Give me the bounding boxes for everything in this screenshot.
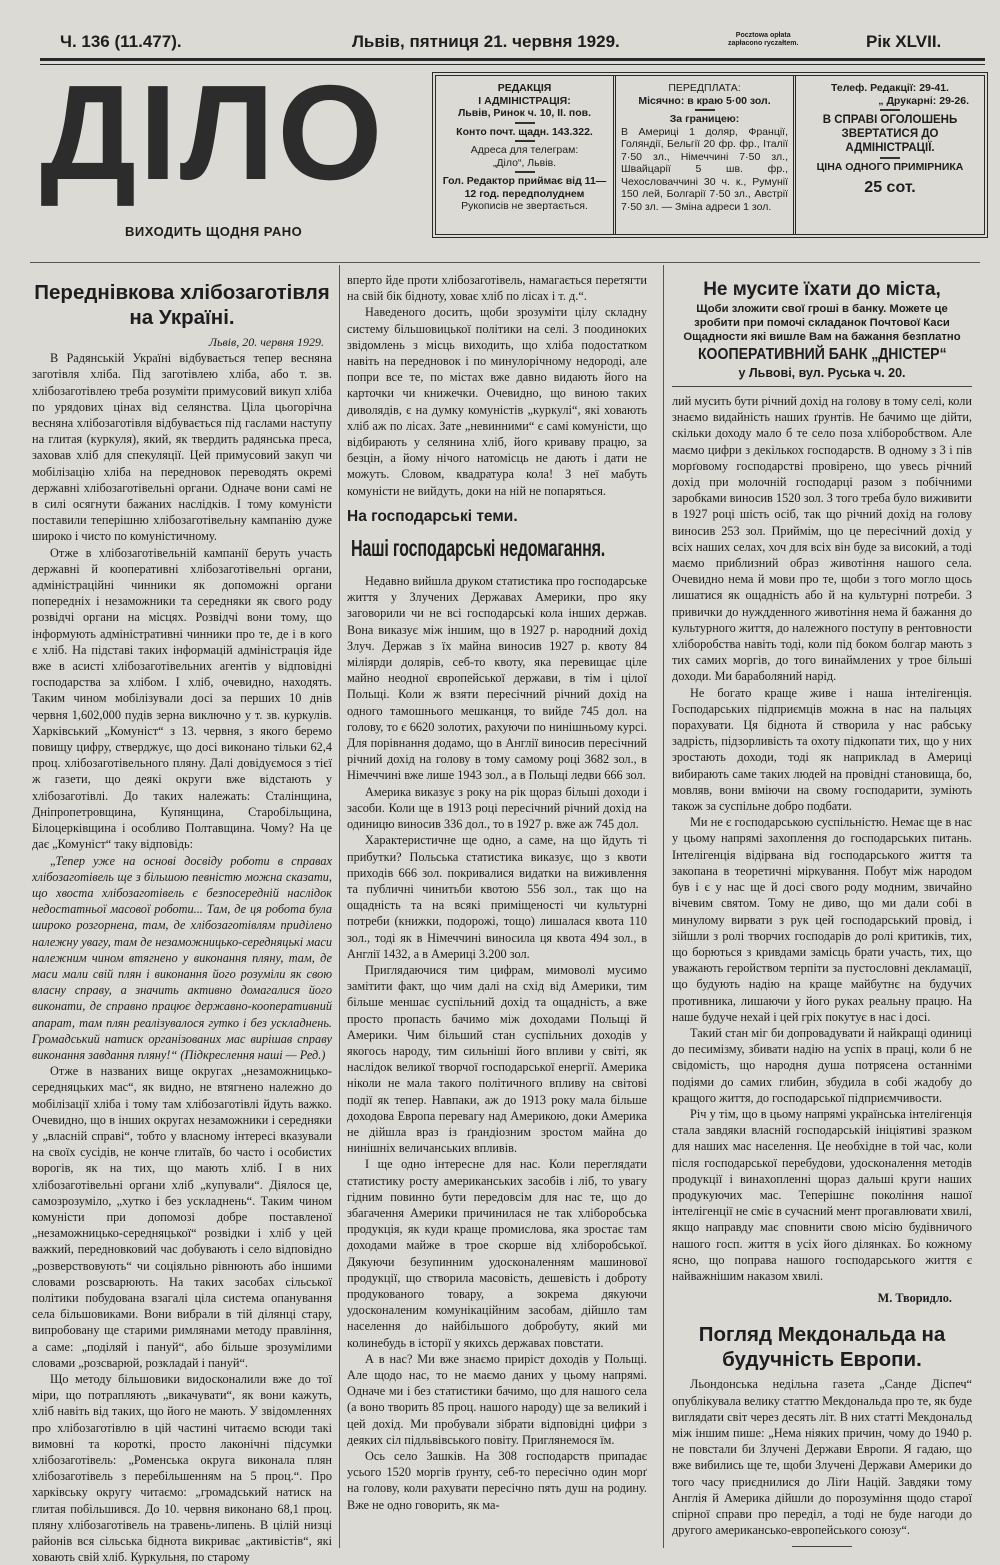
column-rule <box>339 265 340 1548</box>
column-2 <box>347 272 647 1548</box>
masthead-rule <box>30 262 980 263</box>
separator <box>515 171 535 173</box>
year: Рік XLVII. <box>866 32 942 51</box>
separator <box>695 109 715 111</box>
ads-note: В СПРАВІ ОГОЛОШЕНЬ ЗВЕРТАТИСЯ ДО АДМІНІСТРАЦІЇ. <box>822 114 958 154</box>
paragraph: Недавно вийшла друком статистика про господарське життя у Злучених Державах Америки, про яку заговорили чи не всі господарські кола інших держав. Вона виказує між іншим, що в 1927 р. народний дохід Злуч. Держав з їх майна виносив 1927 р. квоту 84 міліярди долярів, себ-то квоту, яка перевищає ціле майно неодної європейської держави, в тім і цілої Польщі. Коли ж взяти пересічний річний дохід на одного тамошнього мешканця, то вийде 745 дол. на голову, то є 6620 золотих, рахуючи по нинішньому курсі. Для порівнання додамо, що в Англії виносив пересічний річний дохід на голову в тому самому році 3682 зол., в Німеччині вже лише 1943 зол., а в Польщі ледви 666 зол. <box>347 574 647 783</box>
paragraph: Наведеного досить, щоби зрозуміти цілу складну систему більшовицької політики на селі. З поодиноких звідомлень з місць виходить, що хліба подостатком навіть на передновок і по минулорічному недороді, але попри все те, по містах вже давно видають його на карточки чи книжечки. Очевидно, що виною таких диволядів, є на думку комуністів „куркулі“, які ховають хліб аж по лісах. Зате „невинними“ є самі комуністи, що відбирають у селянина хліб, його криваву працю, за безцін, а йому нічого натомісць не дають і дати не можуть. Словом, квадратура кола! З неї мабуть комуністи не вийдуть, доки на ній не попаряться. <box>347 305 647 498</box>
masthead-subtitle: ВИХОДИТЬ ЩОДНЯ РАНО <box>125 224 303 239</box>
editor-hours: Гол. Редактор приймає від 11—12 год. передполуднем <box>442 175 607 200</box>
postal-note <box>728 32 798 48</box>
editorial-address: Львів, Ринок ч. 10, II. пов. <box>457 107 592 119</box>
paragraph: Приглядаючися тим цифрам, мимоволі мусимо замітити факт, що чим далі на схід від Америки, тим більше меншає суспільний дохід та ощадність, а вже просто пропасть бачимо між доходами Польщі й Америки. Чим більший стан суспільних доходів у якогось народу, тим сильніші його впливи у світі, як наслідок великої творчої господарської енергії. Америка ніколи не мала такого політичного впливу на світові події як тепер. Навпаки, аж до 1913 року мала більше доходова Европа перевагу над Америкою, доки Америка не дійшла враз із ґрандіозним зростом майна до нинішніх величанських впливів. <box>347 962 647 1156</box>
separator <box>515 122 535 124</box>
price-label: ЦІНА ОДНОГО ПРИМІРНИКА <box>816 161 964 173</box>
issue-number: Ч. 136 (11.477). <box>60 32 182 51</box>
author-signature: М. Творидло. <box>877 1291 952 1306</box>
masthead-infobox <box>432 72 988 238</box>
separator <box>880 109 900 111</box>
paragraph: лий мусить бути річний дохід на голову в тому селі, коли знаємо видайність наших ґрунтів. Не бачимо ще дійти, скільки доходу мало б те село поза хліборобством. Але маємо цифри з декількох господарств. В одному з 3 і пів морґовому господарстві провірено, що увесь річний дохід при молочній господарці разом з побічними заробками виносив 1520 зол. З того треба було виживити в 1927 році шість осіб, так що річний дохід на голову виносив 253 зол. Приймім, що це пересічний дохід у всіх наших селах, хоч для всіх він буде за високий, а тоді маємо приблизний образ животіння нашого села. Очевидно нема й мови про те, щоби з того могло щось лишатися як ощадність або й на культурні потреби. З привички до нуждденного животіння нема й бажання до культурного життя, до належного поступу в рентовности хліборобства навіть тоді, коли під боком болгар мають з тих самих моргів, до того винаймлених у трое більші доходи. Ми бараболяний нарід. <box>672 394 972 684</box>
contacts-info <box>796 76 984 234</box>
paragraph: Отже в названих вище округах „незаможницько-середняцьких мас“, як видно, не втягнено належно до мобілізації хліба і тому там хлібозаготівлі йдуть важко. Очевидно, що в інших округах незаможники і середняки у „власній справі“, тобто у власному інтересі вказували на своїх сусідів, не конче глитаїв, бо часто і особистих ворогів, як на тих, що мають хліб. І в них хлібозаготівельні органи хліб „купували“. Діялося це, самозрозуміло, „хутко і без ускладнень“. Таким чином комуністи при допомозі добре поставленої „незаможницько-середняцької“ розвідки і хліб у цей важкий, передновковий час добувають і село відповідно „розверствовують“ чи соціяльно рівнюють або іншими словами розсварюють. На таких засобах сільської політики побудована взагалі ціла система опанування села більшовиками. Вони вибрали в тій ділянці стару, випробовану ще старими римлянами методу правління, а саме: „поділяй і пануй“, або більше зрозумілими словами „розсварюй, розкладай і пануй“. <box>32 1064 332 1370</box>
paragraph: Такий стан міг би допровадувати й найкращі одиниці до песимізму, збивати надію на успіх в праці, коли б не свідомість, що народня душа потрясена останніми подіями до самих глибин, збудила в собі жадобу до кращого життя, до господарської підприємчивости. <box>672 1025 972 1105</box>
paragraph: А в нас? Ми вже знаємо приріст доходів у Польщі. Але щодо нас, то не маємо даних у цьому напрямі. Одначе ми і без статистики бачимо, що для нашого села (а воно творить 85 проц. нашого народу) ще за великий і цей дохід. Ми пробували зібрати відповідні цифри з деяких сіл підльвівського повіту. Приглянемося їм. <box>347 1351 647 1447</box>
paragraph: Річ у тім, що в цьому напрямі українська інтелігенція стала завдяки власній господарській ініціятиві зразком для наших мас населення. Це необхідне в той час, коли після господарської перебудови, удосконалення методів продукції і винахопленні щораз дальші круги наших продукуючих мас. Теперішнє покоління нашої інтелігенції не сміє в сучасний мент прогавлювати хвилі, якщо направду має сповнити свою місію будівничого нашого госп. життя в усіх його ділянках. Бо кожному ясно, що поправа нашого господарського життя є найважнішим наказом хвилі. <box>672 1106 972 1283</box>
paragraph: Льондонська недільна газета „Санде Діспеч“ опублікувала велику статтю Мекдональда про те, як буде виглядати світ через десять літ. В них статті Мекдональд між іншим пише: „Нема ніяких причин, чому до 1940 р. не повстали би Злучені Держави Европи. Я гадаю, що вже вибились ще те, щоби Злучені Держави Америки до того часу приєднилися до Ліґи Націй. Завдяки тому Англія й Америка дійшли до порозуміння щодо старої спірної справи про переділ, а тоді не буде нагоди до другого американсько-европейського союзу“. <box>672 1377 972 1538</box>
manuscripts-note: Рукописів не звертається. <box>461 200 588 212</box>
ad-bank-line <box>672 344 972 366</box>
phone-editorial: Телеф. Редакції: 29-41. <box>831 82 949 94</box>
postal-account: Конто почт. щадн. 143.322. <box>456 125 593 138</box>
paragraph: вперто йде проти хлібозаготівель, намагається перетягти на свій бік бідноту, ховає хліб по лісах і т. д.“. <box>347 273 647 304</box>
paragraph: Отже в хлібозаготівельній кампанії беруть участь державні й кооперативні хлібозаготівельні органи, адміністраційні чинники як допоможні органи попередніх і незаможники та середняки як свого роду розвідчі органи на місцях. Розвідчі вони тому, що інформують адміністративні чинники про те, де і в кого є хліб. На підставі таких інформацій адміністрація йде вже в асисті хлібозаготівельних агентів у відповідні господарства за хлібом. І хліб, очевидно, находять. Таким чином мобілізували досі за перших 10 днів червня 1,602,000 пудів зерна виключно у т. зв. куркулів. Харківський „Комуніст“ з 13. червня, з якого беремо повищу цифру, стверджує, що досі виконано тільки 62,4 проц. хлібозаготівельного пляну. Далі довідуємося з тієї ж газети, що деякі округи вже відстають у хлібозаготівлі. До таких належать: Сталінщина, Дніпропетровщина, Купянщина, Старобільщина, Білоцерківщина і особливо Полтавщина. Чому? На це дає „Комуніст“ таку відповідь: <box>32 545 332 852</box>
ad-text: Щоби зложити свої гроші в банку. Можете це зробити при помочі складанок Почтової Каси Ощадности які вишле Вам на бажання безплатно <box>683 303 961 343</box>
ad-address: у Львові, вул. Руська ч. 20. <box>738 366 906 380</box>
column-3 <box>672 278 972 1548</box>
separator <box>515 140 535 142</box>
bank-advertisement <box>672 278 972 387</box>
phone-printing: „ Друкарні: 29-26. <box>878 94 969 107</box>
dateline: Львів, пятниця 21. червня 1929. <box>352 32 620 51</box>
price: 25 сот. <box>864 178 916 196</box>
telegram-label: Адреса для телеграм: <box>470 144 579 156</box>
paragraph: Що методу більшовики видосконалили вже до тої міри, що потрапляють „викачувати“, як вони кажуть, хліб навіть від таких, що його не мають. У звідомленнях про хлібозаготівлю в цій частині читаємо всюди такі вимовні та короткі, просто лаконічні підсумки хлібозаготівель: „Роменська округа виконала плян хлібозаготівель з перебільшенням на 5 проц.“. Про харківську округу читаємо: „громадський натиск на глитая побільшився. До 10. червня виконано 68,1 проц. пляну хлібозаготівель на травень-липень. В цілій низці районів вся сільська біднота викриває „активістів“, які ховають свій хліб. Куркульня, по старому <box>32 1372 332 1565</box>
column-rule <box>663 265 664 1548</box>
article-dateline: Львів, 20. червня 1929. <box>208 335 324 349</box>
postal-line: zapłacono ryczałtem. <box>728 40 799 47</box>
article-title: Наші господарські недомагання. <box>351 535 606 562</box>
paragraph: Ось село Зашків. На 308 господарств припадає усього 1520 моргів ґрунту, себ-то пересічно один морґ на голову, коли рахувати пересічно пять душ на родину. Вже не одно говорить, як ма- <box>347 1449 647 1512</box>
paragraph: Характеристичне ще одно, а саме, на що йдуть ті прибутки? Польська статистика виказує, що з квоти приходів 666 зол. покривалися видатки на виживлення та публичні чинитьби квотою 556 зол., так що на ощадність та на всякі приміщеності чи культурні потреби (книжки, подорожі, тощо) лишалася квота 110 зол., тоді як в Німеччині виносила ця квота 494 зол., в Англії 1432, а в Америці 3.200 зол. <box>347 833 647 961</box>
ad-bank-name: КООПЕРАТИВНИЙ БАНК „ДНІСТЕР“ <box>697 346 947 363</box>
paragraph: Америка виказує з року на рік щораз більші доходи і засоби. Коли ще в 1913 році пересічний річний дохід на одиницю виносив 336 дол., то в 1927 р. вже аж 745 дол. <box>347 784 647 832</box>
subscription-info <box>616 76 796 234</box>
paragraph: І ще одно інтересне для нас. Коли переглядати статистику росту американських засобів і ліб, то увагу гідним повинно бути передовсім для нас те, що до збагачення Америки причинилася не так хліборобська продукція, як куди краще промислова, яка зростає там доходами майже в трое скорше від хліборобської. Дякуючи безупинним удосконаленням машинової продукції, що створила масовість, дешевість і доброту продукованого товару, а зокрема дякуючи удосконаленим комунікаційним засобам, дійшло там населення до найбільшого добробуту, який ми колинебудь в історії у якихсь державах повстати. <box>347 1157 647 1350</box>
masthead-logo: ДІЛО <box>40 57 386 208</box>
article-title: Погляд Мекдональда на будучність Европи. <box>698 1323 946 1372</box>
abroad-label: За границею: <box>669 113 740 125</box>
quote-paragraph: „Тепер уже на основі досвіду роботи в справах хлібозаготівель ще з більшою певністю можна сказати, що хвоста хлібозаготівель є безпосередній наслідок недостатньої масової роботи... Там, де ця робота була широко розгорнена, там, де хлібозаготівлям приділено належну увагу, там де незаможницько-середняцькі маси належним чином втягнено у виконання пляну, там, де маси мали свій плян і виконання його розуміли як свою власну справу, а значить активно домагалися його виконати, де справно працює державно-кооперативний апарат, там плян реалізувалося гутко і без ускладнень. Громадський натиск організованих мас вирішав справу виконання завдання пляну!“ (Підкреслення наші — Ред.) <box>32 853 332 1062</box>
column-1 <box>32 278 332 1565</box>
paragraph: Ми не є господарською суспільністю. Немає ще в нас у цьому напрямі захоплення до господарських питань. Інтелігенція відірвана від господарського життя та закопана в теоретичні міркування. Побут між народом був і є у нас ще й досі свого роду модним, звичайно вічевим святом. Тому не диво, що ми дали собі в минулому вирвати з рук цей господарський провід, і зійшли з ролі творчих господарів до ролі критиків, тих, що борються з кривдами замісць брати участь, тих, що уважають геройством терпіти за пустословні декламації, що будують надію на краще майбутнє на будучих противника, лишаючи у його руках реальну працю. На наше будуче нехай і цей гріх покутує в нас і досі. <box>672 815 972 1024</box>
end-rule <box>792 1546 852 1547</box>
separator <box>880 157 900 159</box>
section-heading: На господарські теми. <box>347 507 518 525</box>
editorial-title: РЕДАКЦІЯ <box>497 82 552 94</box>
paragraph: Не богато краще живе і наша інтелігенція. Господарських підприємців можна в нас на пальцях порахувати. Ця біднота й створила у нас рабську задрість, підзорливість та охоту підкопати тих, що у них зростають доходи, тоді як наприклад в Америці вибирають саме таких людей на провідні становища, бо, мовляв, вони вміючи на свому господарити, зуміють також за суспільне добро подбати. <box>672 685 972 814</box>
article-title: Переднівкова хлібозаготівля на Україні. <box>34 281 330 329</box>
editorial-info <box>436 76 616 234</box>
postal-line: Pocztowa opłata <box>735 32 791 39</box>
editorial-title: І АДМІНІСТРАЦІЯ: <box>478 94 571 107</box>
paragraph: В Радянській Україні відбувається тепер весняна заготівля хліба. Під заготівлею хліба, або т. зв. хлібозаготівлею треба розуміти примусовий викуп хліба по урядових цінах від селянства. Ціла цьогорічна весняна хлібозаготівля відбувається під гаслами наступу на глитая (куркуля), який, як твердить радянська преса, заховав хліб для спекуляції. Цей примусовий закуп чи мобілізацію хліба на передновок переводять окремі державні хлібозаготівельні органи. Одначе вони самі не в силі осягнути бажаних наслідків. І тому комуністи поставили теперішню хлібозаготівельну кампанію дуже широко і чисто по комуністичному. <box>32 351 332 544</box>
top-line <box>0 28 1000 58</box>
telegram-address: „Діло“, Львів. <box>492 156 557 169</box>
abroad-prices: В Америці 1 доляр, Франції, Голяндії, Бельгії 20 фр. фр., Італії 7·50 зл., Німеччині 7·50 зл., Швайцарії 5 шв. фр., Чехословаччині 30 ч. к., Румунії 150 лей, Болгарії 7·50 зл., Австрії 7·50 зл. — Зміна адреси 1 зол. <box>621 125 788 213</box>
subscription-title: ПЕРЕДПЛАТА: <box>668 82 741 94</box>
ad-title: Не мусите їхати до міста, <box>703 279 941 300</box>
subscription-monthly: Місячно: в краю 5·00 зол. <box>638 94 771 107</box>
